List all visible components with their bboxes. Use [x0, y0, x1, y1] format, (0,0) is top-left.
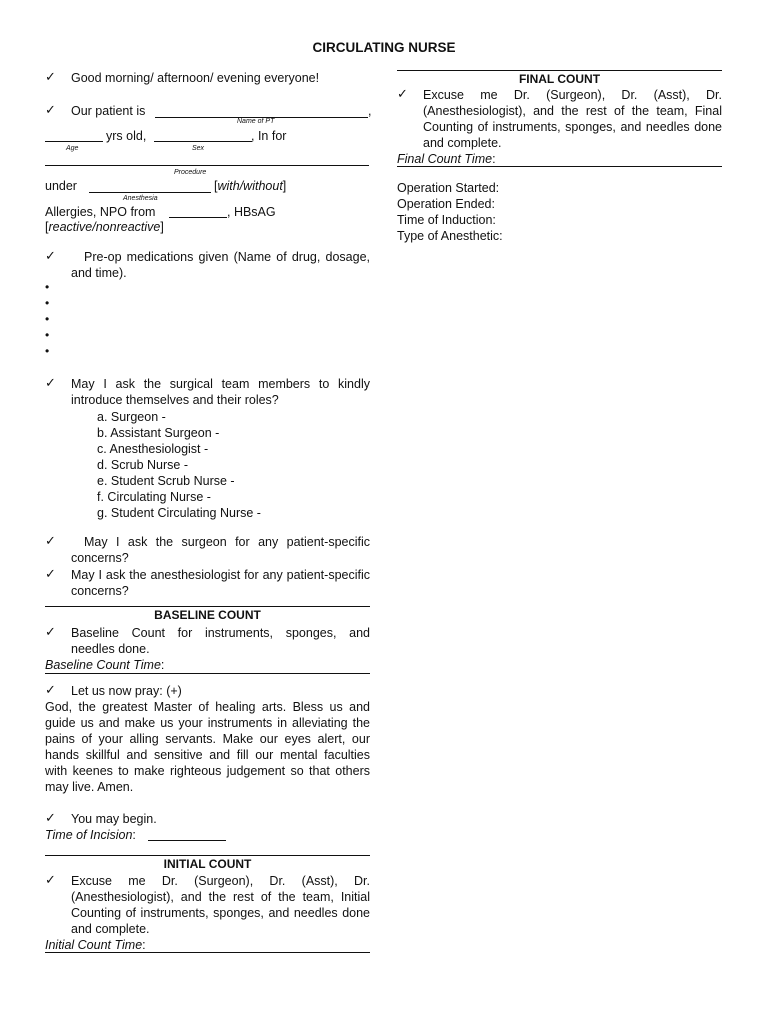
- initial-count-heading: INITIAL COUNT: [163, 857, 252, 871]
- baseline-count-heading: BASELINE COUNT: [154, 608, 261, 622]
- sex-caption: Sex: [192, 145, 205, 152]
- patient-comma: ,: [368, 104, 372, 118]
- role-anesthesiologist: c. Anesthesiologist -: [97, 442, 209, 456]
- time-of-induction-label: Time of Induction:: [397, 213, 496, 227]
- section-divider: [45, 855, 370, 856]
- age-caption: Age: [66, 145, 79, 152]
- team-question: May I ask the surgical team members to kindly introduce themselves and their roles?: [71, 377, 370, 407]
- bullet-icon: •: [45, 280, 50, 294]
- patient-prefix: Our patient is: [71, 104, 146, 118]
- procedure-blank[interactable]: [45, 165, 369, 166]
- checkmark-icon: ✓: [45, 248, 56, 263]
- initial-count-time: Initial Count Time:: [45, 938, 146, 952]
- bullet-icon: •: [45, 296, 50, 310]
- type-of-anesthetic-label: Type of Anesthetic:: [397, 229, 503, 243]
- allergies-label: Allergies, NPO from: [45, 205, 156, 219]
- role-student-scrub-nurse: e. Student Scrub Nurse -: [97, 474, 235, 488]
- page-title: CIRCULATING NURSE: [312, 40, 456, 55]
- section-divider: [397, 166, 722, 167]
- checkmark-icon: ✓: [45, 69, 56, 84]
- in-for-label: , In for: [251, 129, 287, 143]
- checkmark-icon: ✓: [45, 102, 56, 117]
- final-count-time: Final Count Time:: [397, 152, 496, 166]
- incision-time-label: Time of Incision:: [45, 828, 136, 842]
- checkmark-icon: ✓: [45, 682, 56, 697]
- role-scrub-nurse: d. Scrub Nurse -: [97, 458, 189, 472]
- with-without-label: [with/without]: [214, 179, 287, 193]
- anesthesiologist-concerns: May I ask the anesthesiologist for any patient-specific concerns?: [71, 568, 370, 598]
- surgeon-concerns: May I ask the surgeon for any patient-specific concerns?: [71, 535, 370, 565]
- initial-count-text: Excuse me Dr. (Surgeon), Dr. (Asst), Dr. (Anesthesiologist), and the rest of the team, Initial Counting of instruments, sponges, and needles done and complete.: [71, 874, 370, 936]
- baseline-count-time: Baseline Count Time:: [45, 658, 165, 672]
- role-circulating-nurse: f. Circulating Nurse -: [97, 490, 211, 504]
- checkmark-icon: ✓: [45, 872, 56, 887]
- checkmark-icon: ✓: [45, 566, 56, 581]
- begin-text: You may begin.: [71, 812, 157, 826]
- prayer-intro: Let us now pray: (+): [71, 684, 182, 698]
- preop-text: Pre-op medications given (Name of drug, dosage, and time).: [71, 250, 370, 280]
- anesthesia-blank[interactable]: [89, 192, 211, 193]
- prayer-text: God, the greatest Master of healing arts. Bless us and guide us and make us your instruments in alleviating the pains of your alling servants. Make our eyes alert, our hands skillful and sensitive and fill our mental faculties with keenes to make righteous judgement so that others may live. Amen.: [45, 700, 370, 794]
- checkmark-icon: ✓: [45, 533, 56, 548]
- role-student-circulating-nurse: g. Student Circulating Nurse -: [97, 506, 261, 520]
- age-blank[interactable]: [45, 141, 103, 142]
- sex-blank[interactable]: [154, 141, 252, 142]
- incision-time-blank[interactable]: [148, 840, 226, 841]
- name-caption: Name of PT: [237, 118, 275, 125]
- section-divider: [45, 606, 370, 607]
- final-count-text: Excuse me Dr. (Surgeon), Dr. (Asst), Dr. (Anesthesiologist), and the rest of the team, Final Counting of instruments, sponges, and needles done and complete.: [423, 88, 722, 150]
- role-assistant-surgeon: b. Assistant Surgeon -: [97, 426, 220, 440]
- reactive-label: [reactive/nonreactive]: [45, 220, 164, 234]
- section-divider: [397, 70, 722, 71]
- procedure-caption: Procedure: [174, 169, 207, 176]
- hbsag-label: , HBsAG: [227, 205, 276, 219]
- role-surgeon: a. Surgeon -: [97, 410, 166, 424]
- under-label: under: [45, 179, 77, 193]
- section-divider: [45, 952, 370, 953]
- bullet-icon: •: [45, 312, 50, 326]
- bullet-icon: •: [45, 344, 50, 358]
- section-divider: [45, 673, 370, 674]
- checkmark-icon: ✓: [45, 810, 56, 825]
- npo-blank[interactable]: [169, 217, 227, 218]
- baseline-count-text: Baseline Count for instruments, sponges, and needles done.: [71, 626, 370, 656]
- yrs-old-label: yrs old,: [106, 129, 147, 143]
- checkmark-icon: ✓: [397, 86, 408, 101]
- checkmark-icon: ✓: [45, 375, 56, 390]
- operation-started-label: Operation Started:: [397, 181, 500, 195]
- final-count-heading: FINAL COUNT: [518, 72, 601, 86]
- anesthesia-caption: Anesthesia: [123, 195, 158, 202]
- greeting: Good morning/ afternoon/ evening everyone!: [71, 71, 320, 85]
- operation-ended-label: Operation Ended:: [397, 197, 495, 211]
- bullet-icon: •: [45, 328, 50, 342]
- checkmark-icon: ✓: [45, 624, 56, 639]
